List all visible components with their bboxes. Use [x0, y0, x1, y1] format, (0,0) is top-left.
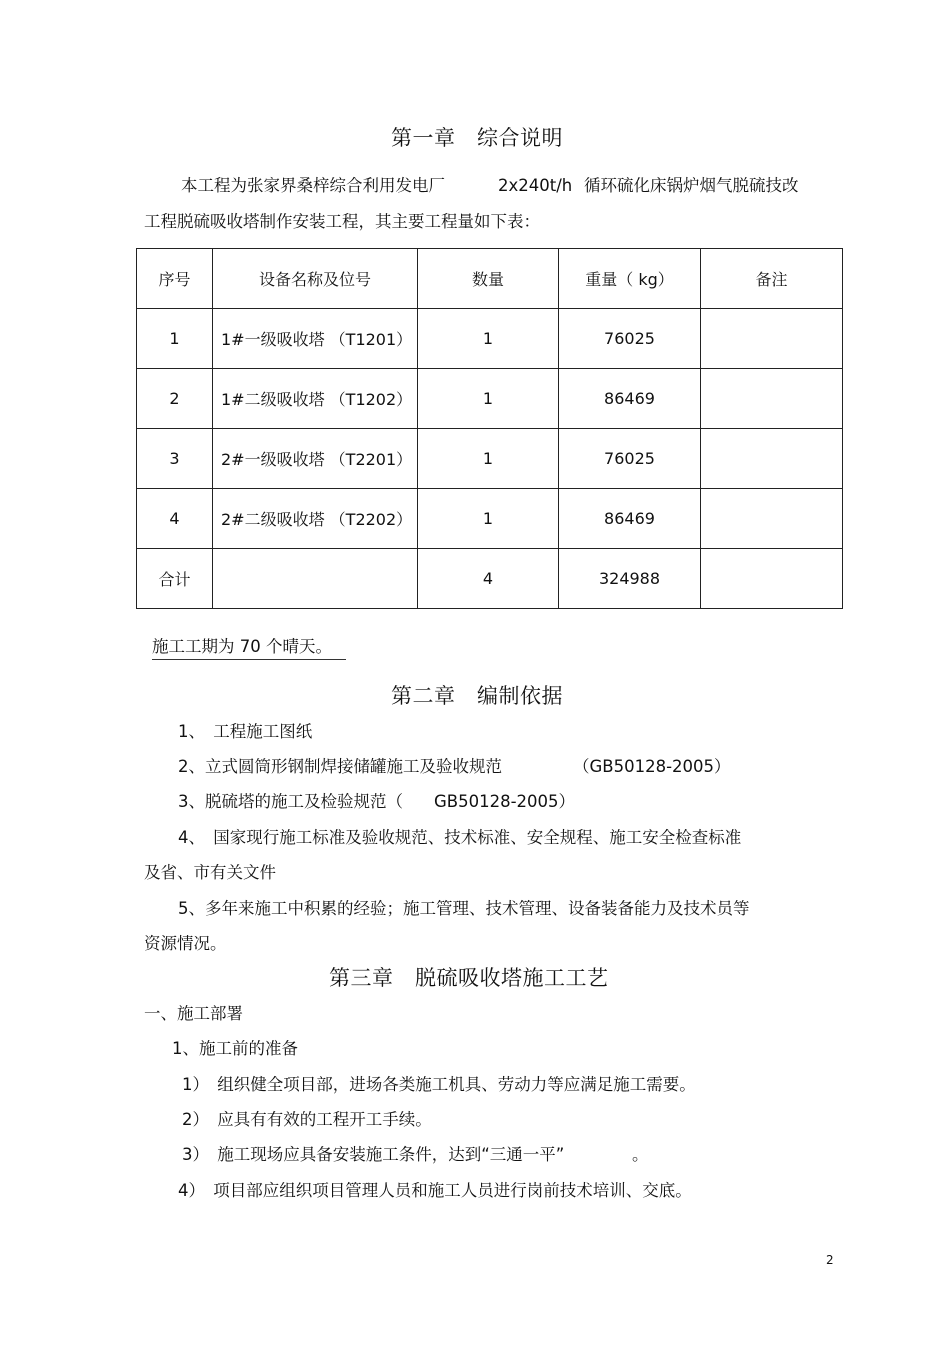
basis-item-3: 3、脱硫塔的施工及检验规范（ [178, 792, 403, 811]
basis-item-4-cont: 及省、市有关文件 [144, 863, 276, 882]
cell-weight: 86469 [559, 489, 701, 549]
header-cell-weight: 重量（ kg） [559, 249, 701, 309]
quantity-table [136, 248, 843, 609]
subsection-preparation: 1、施工前的准备 [172, 1039, 298, 1058]
page-number: 2 [826, 1253, 834, 1267]
cell-total-label: 合计 [137, 549, 213, 609]
prep-step-2: 2） 应具有有效的工程开工手续。 [182, 1110, 432, 1129]
table-row [137, 309, 843, 369]
header-cell-quantity: 数量 [418, 249, 559, 309]
prep-step-4: 4） 项目部应组织项目管理人员和施工人员进行岗前技术培训、交底。 [178, 1181, 692, 1200]
cell-remarks [701, 549, 843, 609]
intro-text-part-1: 本工程为张家界桑梓综合利用发电厂 [181, 176, 445, 195]
intro-text-line-2: 工程脱硫吸收塔制作安装工程，其主要工程量如下表： [144, 212, 540, 231]
table-row [137, 429, 843, 489]
cell-equipment [213, 549, 418, 609]
construction-period-note: 施工工期为 70 个晴天。 [152, 637, 346, 660]
header-cell-remarks: 备注 [701, 249, 843, 309]
basis-item-3-code: GB50128-2005） [434, 792, 576, 811]
cell-index: 1 [137, 309, 213, 369]
header-cell-equipment: 设备名称及位号 [213, 249, 418, 309]
cell-equipment: 2#二级吸收塔 （T2202） [213, 489, 418, 549]
cell-weight: 76025 [559, 429, 701, 489]
cell-remarks [701, 309, 843, 369]
prep-step-1: 1） 组织健全项目部，进场各类施工机具、劳动力等应满足施工需要。 [182, 1075, 696, 1094]
table-row [137, 489, 843, 549]
basis-item-2: 2、立式圆筒形钢制焊接储罐施工及验收规范 [178, 757, 502, 776]
cell-remarks [701, 429, 843, 489]
cell-total-quantity: 4 [418, 549, 559, 609]
chapter-3-title: 第三章 脱硫吸收塔施工工艺 [329, 966, 609, 990]
cell-remarks [701, 489, 843, 549]
basis-item-5: 5、多年来施工中积累的经验；施工管理、技术管理、设备装备能力及技术员等 [178, 899, 750, 918]
cell-total-weight: 324988 [559, 549, 701, 609]
cell-weight: 76025 [559, 309, 701, 369]
basis-item-2-code: （GB50128-2005） [573, 757, 731, 776]
cell-equipment: 1#一级吸收塔 （T1201） [213, 309, 418, 369]
table-header-row [137, 249, 843, 309]
cell-weight: 86469 [559, 369, 701, 429]
cell-quantity: 1 [418, 489, 559, 549]
basis-item-1: 1、 工程施工图纸 [178, 722, 313, 741]
cell-remarks [701, 369, 843, 429]
cell-quantity: 1 [418, 369, 559, 429]
intro-text-part-2: 循环硫化床锅炉烟气脱硫技改 [584, 176, 799, 195]
chapter-1-title: 第一章 综合说明 [391, 126, 563, 150]
basis-item-4: 4、 国家现行施工标准及验收规范、技术标准、安全规程、施工安全检查标准 [178, 828, 742, 847]
cell-equipment: 1#二级吸收塔 （T1202） [213, 369, 418, 429]
table-total-row [137, 549, 843, 609]
prep-step-3-end: 。 [632, 1145, 649, 1164]
table-row [137, 369, 843, 429]
intro-text-capacity: 2x240t/h [498, 176, 573, 195]
prep-step-3: 3） 施工现场应具备安装施工条件，达到“三通一平” [182, 1145, 565, 1164]
section-deployment: 一、施工部署 [144, 1004, 243, 1023]
cell-index: 4 [137, 489, 213, 549]
cell-equipment: 2#一级吸收塔 （T2201） [213, 429, 418, 489]
cell-index: 2 [137, 369, 213, 429]
basis-item-5-cont: 资源情况。 [144, 934, 227, 953]
header-cell-index: 序号 [137, 249, 213, 309]
chapter-2-title: 第二章 编制依据 [391, 684, 563, 708]
cell-quantity: 1 [418, 309, 559, 369]
cell-quantity: 1 [418, 429, 559, 489]
cell-index: 3 [137, 429, 213, 489]
